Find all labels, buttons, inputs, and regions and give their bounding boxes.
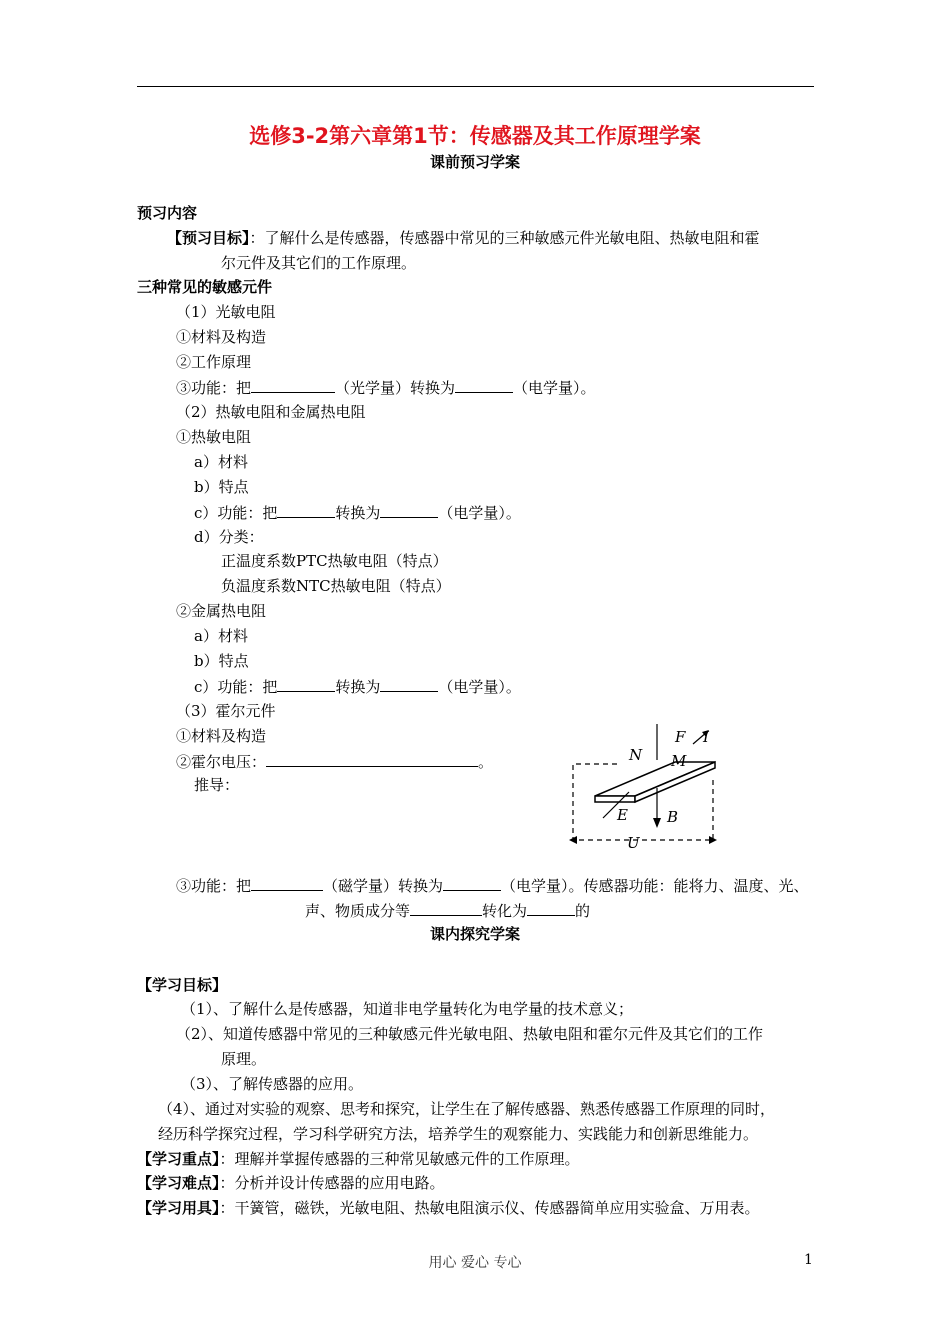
label-e: E — [617, 806, 628, 824]
fill-blank[interactable] — [277, 676, 335, 692]
hall-plate-front — [595, 796, 635, 802]
component-line: ③功能：把 （光学量）转换为 （电学量）。 — [176, 379, 596, 397]
component-line: ②金属热电阻 — [176, 602, 267, 620]
fill-blank[interactable] — [251, 875, 323, 891]
component-line: （2）热敏电阻和金属热电阻 — [176, 403, 366, 421]
component-line: b）特点 — [194, 478, 249, 496]
study-tools: 【学习用具】：干簧管，磁铁，光敏电阻、热敏电阻演示仪、传感器简单应用实验盒、万用表。 — [137, 1199, 760, 1217]
label-u: U — [627, 834, 640, 852]
study-difficulty: 【学习难点】：分析并设计传感器的应用电路。 — [137, 1174, 445, 1192]
page-footer: 用心 爱心 专心 — [428, 1255, 522, 1271]
study-goal-item: （4）、通过对实验的观察、思考和探究，让学生在了解传感器、熟悉传感器工作原理的同时， — [158, 1100, 776, 1118]
page-number: 1 — [804, 1252, 813, 1268]
study-key-point: 【学习重点】：理解并掌握传感器的三种常见敏感元件的工作原理。 — [137, 1150, 580, 1168]
preview-goal-text-2: 尔元件及其它们的工作原理。 — [221, 254, 417, 272]
fill-blank[interactable] — [380, 502, 438, 518]
header-rule — [137, 86, 814, 87]
component-line: ①热敏电阻 — [176, 428, 252, 446]
section-title-study: 课内探究学案 — [429, 925, 520, 943]
study-goal-item: 经历科学探究过程，学习科学研究方法，培养学生的观察能力、实践能力和创新思维能力。 — [158, 1125, 759, 1143]
component-line: c）功能：把 转换为 （电学量）。 — [194, 678, 521, 696]
b-arrow-icon — [653, 818, 661, 828]
component-line: ②霍尔电压： 。 — [176, 753, 494, 771]
fill-blank[interactable] — [443, 875, 501, 891]
component-line: ③功能：把 （磁学量）转换为 （电学量）。传感器功能：能将力、温度、光、 — [176, 877, 809, 895]
section-title-preview: 课前预习学案 — [429, 153, 520, 171]
fill-blank[interactable] — [266, 751, 478, 767]
component-line: （3）霍尔元件 — [176, 702, 276, 720]
component-line: ①材料及构造 — [176, 727, 267, 745]
component-line: 声、物质成分等 转化为 的 — [305, 902, 591, 920]
label-i: I — [703, 728, 709, 746]
preview-goal-label: 【预习目标】 — [167, 229, 250, 247]
components-heading: 三种常见的敏感元件 — [137, 278, 273, 296]
component-line: b）特点 — [194, 652, 249, 670]
page-title: 选修3-2第六章第1节：传感器及其工作原理学案 — [249, 124, 701, 148]
study-goal-heading: 【学习目标】 — [137, 976, 228, 994]
fill-blank[interactable] — [277, 502, 335, 518]
component-line: 负温度系数NTC热敏电阻（特点） — [221, 577, 451, 595]
component-line: 正温度系数PTC热敏电阻（特点） — [221, 552, 448, 570]
component-line: c）功能：把 转换为 （电学量）。 — [194, 504, 521, 522]
study-goal-item: （1）、了解什么是传感器，知道非电学量转化为电学量的技术意义； — [181, 1000, 634, 1018]
preview-heading: 预习内容 — [137, 204, 198, 222]
fill-blank[interactable] — [380, 676, 438, 692]
label-b: B — [667, 808, 679, 826]
component-line: d）分类： — [194, 528, 264, 546]
preview-goal — [167, 228, 760, 248]
component-line: ①材料及构造 — [176, 328, 267, 346]
component-line: a）材料 — [194, 627, 248, 645]
study-goal-item: （2）、知道传感器中常见的三种敏感元件光敏电阻、热敏电阻和霍尔元件及其它们的工作 — [176, 1025, 764, 1043]
component-line: ②工作原理 — [176, 353, 252, 371]
label-n: N — [629, 746, 643, 764]
fill-blank[interactable] — [527, 900, 575, 916]
component-line: （1）光敏电阻 — [176, 303, 276, 321]
label-f: F — [675, 728, 686, 746]
study-goal-item: 原理。 — [221, 1050, 267, 1068]
label-m: M — [671, 752, 687, 770]
study-goal-item: （3）、了解传感器的应用。 — [181, 1075, 364, 1093]
hall-element-diagram — [565, 722, 725, 854]
component-line: a）材料 — [194, 453, 248, 471]
preview-goal-text: ：了解什么是传感器，传感器中常见的三种敏感元件光敏电阻、热敏电阻和霍 — [249, 229, 760, 247]
fill-blank[interactable] — [251, 377, 335, 393]
component-line: 推导： — [194, 776, 240, 794]
fill-blank[interactable] — [455, 377, 513, 393]
fill-blank[interactable] — [410, 900, 482, 916]
